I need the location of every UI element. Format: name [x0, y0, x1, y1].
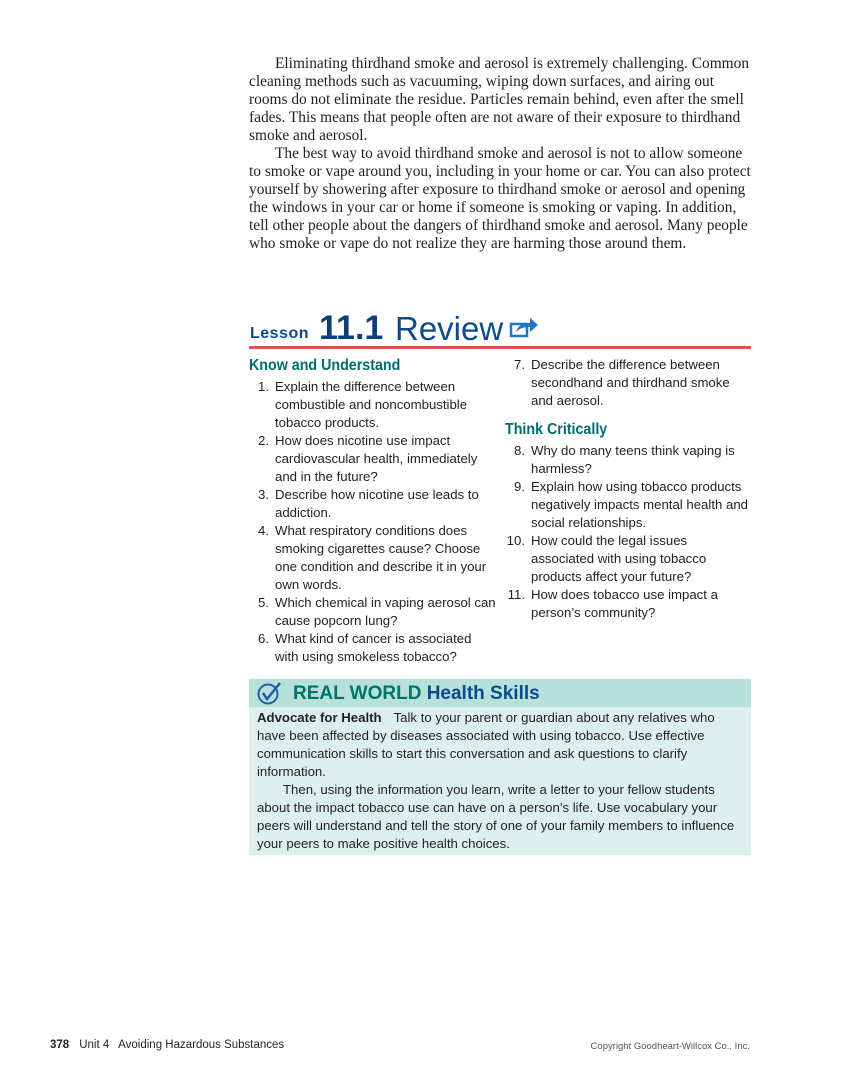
- question-number: 4.: [258, 523, 269, 538]
- question-item: [505, 442, 750, 478]
- review-title: Review: [395, 310, 504, 347]
- question-item: [505, 532, 750, 586]
- real-world-health-skills-box: [249, 679, 751, 855]
- review-right-column: [505, 356, 750, 622]
- question-text: Explain the difference between combustible and noncombustible tobacco products.: [275, 379, 468, 430]
- question-item: [505, 586, 750, 622]
- question-number: 2.: [258, 433, 269, 448]
- share-arrow-icon[interactable]: [509, 316, 539, 343]
- question-number: 11.: [507, 587, 525, 602]
- real-world-header: [249, 679, 751, 707]
- unit-label: Unit 4 Avoiding Hazardous Substances: [79, 1039, 285, 1051]
- question-number: 9.: [514, 479, 525, 494]
- question-number: 10.: [506, 533, 525, 548]
- question-item: [249, 630, 497, 666]
- know-understand-heading: Know and Understand: [249, 357, 401, 374]
- question-item: [249, 432, 497, 486]
- footer-left: [50, 1039, 284, 1051]
- question-number: 5.: [258, 595, 269, 610]
- lesson-label: Lesson: [250, 325, 310, 342]
- body-text: [249, 55, 751, 253]
- question-list: [249, 378, 497, 666]
- question-text: How does tobacco use impact a person’s community?: [531, 587, 718, 620]
- question-item: [249, 594, 497, 630]
- question-text: How does nicotine use impact cardiovascular health, immediately and in the future?: [275, 433, 478, 484]
- lead-in: Advocate for Health: [257, 710, 382, 725]
- question-list: [505, 356, 750, 410]
- question-text: Explain how using tobacco products negatively impacts mental health and social relationships.: [531, 479, 748, 530]
- paragraph: The best way to avoid thirdhand smoke and aerosol is not to allow someone to smoke or vape around you, including in your home or car. You can also protect yourself by showering after exposure to thirdhand smoke or aerosol and opening the windows in your car or home if someone is smoking or vaping. In addition, tell other people about the dangers of thirdhand smoke and aerosol. Many people who smoke or vape do not realize they are harming those around them.: [249, 145, 751, 252]
- question-text: How could the legal issues associated with using tobacco products affect your future?: [531, 533, 707, 584]
- question-item: [249, 486, 497, 522]
- question-text: Describe the difference between secondhand and thirdhand smoke and aerosol.: [531, 357, 730, 408]
- question-number: 8.: [514, 443, 525, 458]
- copyright: Copyright Goodheart-Willcox Co., Inc.: [590, 1041, 750, 1052]
- question-text: Why do many teens think vaping is harmless?: [531, 443, 735, 476]
- question-item: [249, 378, 497, 432]
- question-number: 6.: [258, 631, 269, 646]
- review-left-column: [249, 356, 497, 666]
- lesson-number: 11.1: [319, 309, 384, 347]
- question-item: [505, 356, 750, 410]
- question-item: [505, 478, 750, 532]
- question-text: What respiratory conditions does smoking cigarettes cause? Choose one condition and describe it in your own words.: [275, 523, 487, 592]
- question-number: 7.: [514, 357, 525, 372]
- real-world-title: REAL WORLD Health Skills: [293, 683, 540, 704]
- question-number: 1.: [258, 379, 269, 394]
- question-number: 3.: [258, 487, 269, 502]
- question-list: [505, 442, 750, 622]
- checkmark-circle-icon: [257, 681, 283, 710]
- question-text: Describe how nicotine use leads to addiction.: [275, 487, 479, 520]
- paragraph: Eliminating thirdhand smoke and aerosol is extremely challenging. Common cleaning methods such as vacuuming, wiping down surfaces, and airing out rooms do not eliminate the residue. Particles remain behind, even after the smell fades. This means that people often are not aware of their exposure to thirdhand smoke and aerosol.: [249, 55, 750, 144]
- real-world-body: Advocate for Health Talk to your parent or guardian about any relatives who have been affected by diseases associated with using tobacco. Use effective communication skills to start this conversation and ask questions to clarify information. Then, using the information you learn, write a letter to your fellow students about the impact tobacco use can have on a person’s life. Use vocabulary your peers will understand and tell the story of one of your family members to influence your peers to make positive health choices.: [257, 710, 735, 851]
- question-text: What kind of cancer is associated with using smokeless tobacco?: [275, 631, 472, 664]
- lesson-review-header: [249, 308, 751, 349]
- page-number: 378: [50, 1039, 70, 1051]
- question-text: Which chemical in vaping aerosol can cause popcorn lung?: [275, 595, 496, 628]
- question-item: [249, 522, 497, 594]
- think-critically-heading: Think Critically: [505, 421, 608, 438]
